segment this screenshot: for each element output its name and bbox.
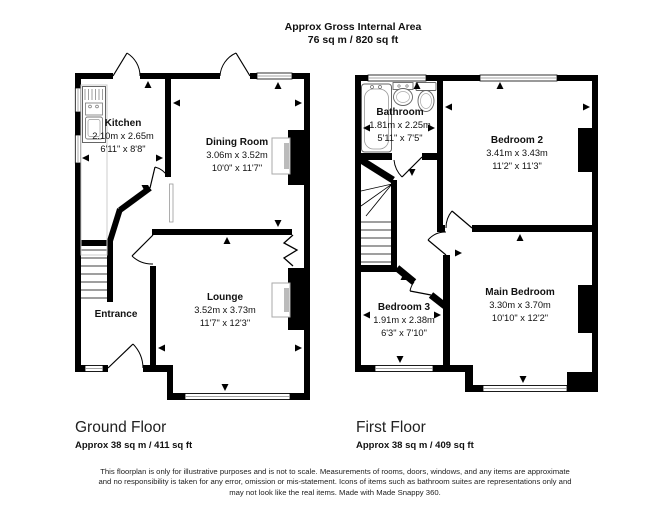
- room-dimensions-imperial: 10'0" x 11'7": [211, 162, 263, 173]
- bedroom2-chimney-breast: [578, 128, 592, 172]
- disclaimer-line-2: and no responsibility is taken for any error, omission or mis-statement. Icons of items such as bathroom suites are representations only and: [98, 477, 572, 487]
- room-label-bedroom-3: [373, 302, 435, 339]
- ff-door-openings: [392, 152, 472, 233]
- basin-icon: [393, 83, 413, 106]
- first-floor-caption: [356, 419, 474, 451]
- room-dimensions-imperial: 6'3" x 7'10": [381, 327, 427, 338]
- room-dimensions-imperial: 10'10" x 12'2": [491, 312, 549, 323]
- floor-area-note: Approx 38 sq m / 409 sq ft: [356, 440, 474, 451]
- room-label-entrance: [95, 309, 138, 321]
- room-label-bathroom: [369, 107, 431, 144]
- floor-title: Ground Floor: [75, 419, 167, 436]
- room-label-lounge: [194, 292, 256, 329]
- room-name: Lounge: [206, 292, 244, 303]
- gf-stairs: [81, 250, 107, 298]
- room-dimensions-metric: 3.06m x 3.52m: [206, 150, 268, 161]
- room-label-kitchen: [92, 118, 154, 155]
- room-dimensions-metric: 1.81m x 2.25m: [369, 120, 431, 131]
- disclaimer-text: [10, 467, 660, 498]
- main-bedroom-chimney-breast: [578, 285, 592, 333]
- room-dimensions-metric: 3.30m x 3.70m: [489, 300, 551, 311]
- room-name: Bathroom: [376, 107, 424, 118]
- parked-door-leaf: [170, 184, 174, 222]
- room-dimensions-metric: 2.10m x 2.65m: [92, 131, 154, 142]
- room-label-dining-room: [206, 137, 268, 174]
- ground-floor-plan: [75, 53, 310, 400]
- room-name: Bedroom 2: [490, 135, 544, 146]
- header-area: 76 sq m / 820 sq ft: [307, 34, 399, 46]
- room-dimensions-imperial: 6'11" x 8'8": [100, 143, 146, 154]
- room-name: Bedroom 3: [377, 302, 431, 313]
- floor-area-note: Approx 38 sq m / 411 sq ft: [75, 440, 193, 451]
- disclaimer-line-3: may not look like the real items. Made with Made Snappy 360.: [229, 487, 441, 497]
- room-name: Dining Room: [205, 137, 269, 148]
- ground-floor-caption: [75, 419, 192, 451]
- header-title: Approx Gross Internal Area: [284, 21, 422, 33]
- room-dimensions-metric: 1.91m x 2.38m: [373, 315, 435, 326]
- room-dimensions-imperial: 11'7" x 12'3": [199, 317, 251, 328]
- room-dimensions-metric: 3.41m x 3.43m: [486, 148, 548, 159]
- floor-title: First Floor: [356, 419, 426, 436]
- room-dimensions-imperial: 5'11" x 7'5": [377, 132, 423, 143]
- disclaimer-line-1: This floorplan is only for illustrative purposes and is not to scale. Measurements of rooms, doors, windows, and any items are approximate: [100, 467, 570, 476]
- room-label-bedroom-2: [486, 135, 548, 172]
- room-dimensions-metric: 3.52m x 3.73m: [194, 305, 256, 316]
- gross-internal-area-header: [285, 21, 422, 47]
- room-dimensions-imperial: 11'2" x 11'3": [492, 160, 542, 171]
- room-label-main-bedroom: [485, 287, 554, 324]
- bifold-door: [284, 235, 297, 266]
- room-name: Kitchen: [104, 118, 142, 129]
- ff-stairs: [361, 184, 392, 262]
- room-name: Entrance: [94, 309, 138, 320]
- kitchen-sink-icon: [81, 85, 107, 255]
- room-name: Main Bedroom: [485, 287, 555, 298]
- fireplace-icons: [272, 138, 290, 317]
